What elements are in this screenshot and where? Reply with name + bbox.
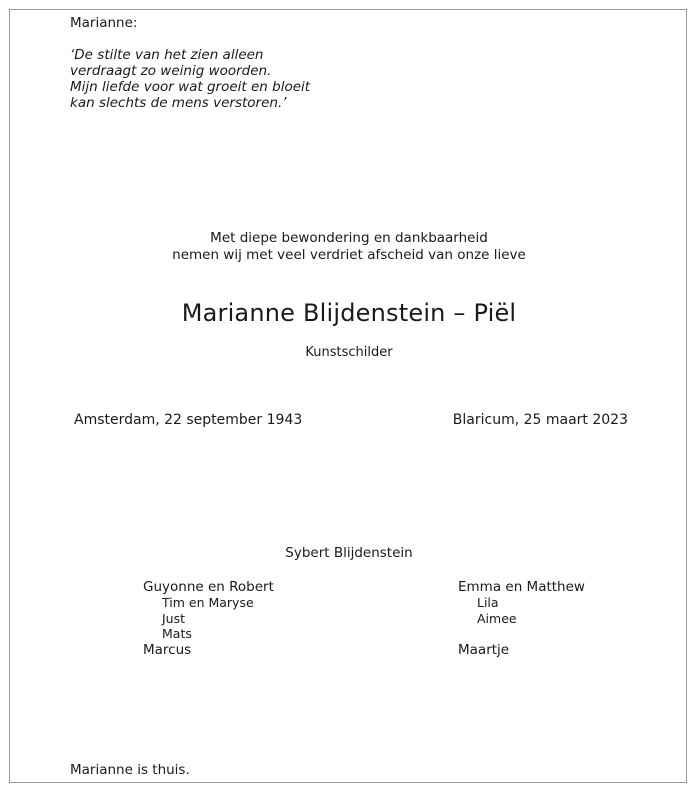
family-head: Emma en Matthew [458, 579, 585, 595]
birth-place-date: Amsterdam, 22 september 1943 [74, 412, 303, 428]
obituary-card [9, 9, 687, 783]
intro-name: Marianne: [70, 15, 138, 31]
grandchild: Lila [477, 595, 499, 610]
family-head: Guyonne en Robert [143, 579, 274, 595]
grandchild: Tim en Maryse [162, 595, 254, 610]
spouse-name: Sybert Blijdenstein [285, 545, 413, 561]
closing-line: Marianne is thuis. [70, 762, 190, 778]
family-column-right [458, 579, 585, 658]
grandchild: Aimee [477, 610, 517, 626]
poem-line: Mijn liefde voor wat groeit en bloeit [70, 79, 311, 95]
poem-line: ‘De stilte van het zien alleen [70, 47, 264, 63]
family-member: Marcus [143, 641, 192, 658]
grandchild: Mats [162, 626, 192, 641]
poem-line: verdraagt zo weinig woorden. [70, 63, 272, 79]
poem [70, 47, 310, 111]
deceased-name: Marianne Blijdenstein – Piël [181, 299, 517, 327]
announcement [10, 230, 688, 263]
family-member: Maartje [458, 641, 510, 658]
death-place-date: Blaricum, 25 maart 2023 [452, 412, 628, 428]
grandchild: Just [162, 610, 186, 626]
announcement-line: Met diepe bewondering en dankbaarheid [210, 230, 488, 246]
family-column-left [143, 579, 274, 658]
spacer-line [458, 626, 585, 642]
announcement-line: nemen wij met veel verdriet afscheid van onze lieve [172, 246, 526, 263]
poem-line: kan slechts de mens verstoren.’ [70, 95, 287, 111]
occupation: Kunstschilder [305, 345, 393, 360]
